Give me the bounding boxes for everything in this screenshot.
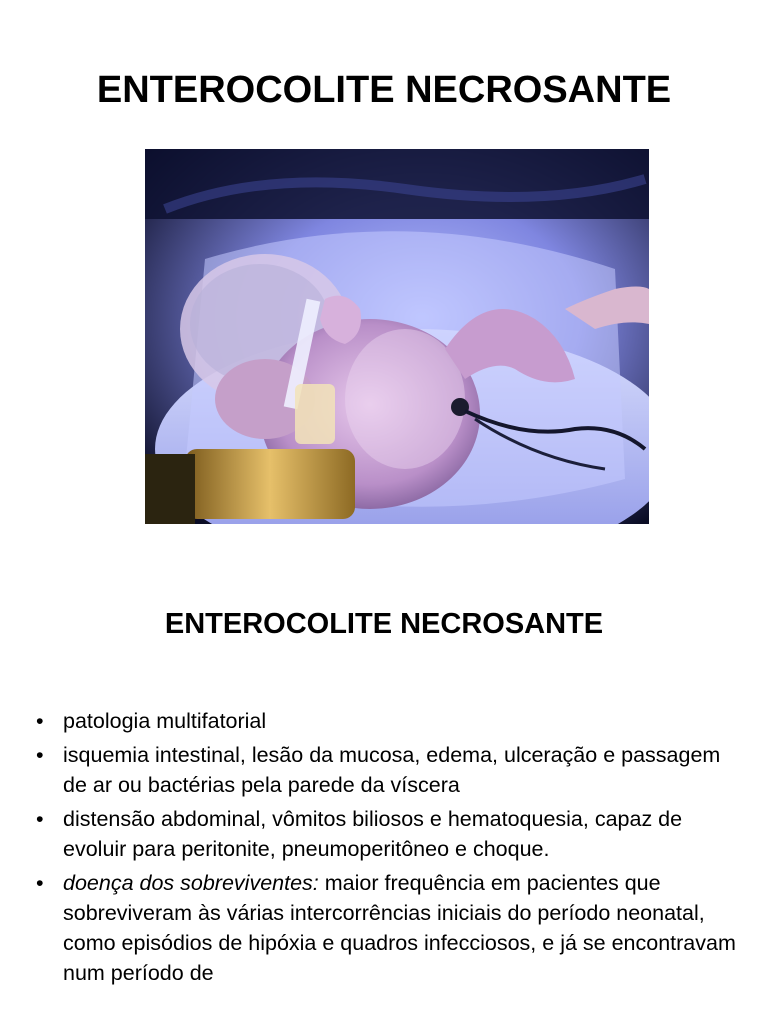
ventilator-connector	[185, 449, 355, 519]
bullet-text: maior frequência em pacientes que sobreviveram às várias intercorrências iniciais do período neonatal, como episódios de hipóxia e quadros infecciosos, e já se encontravam num período de	[63, 871, 736, 985]
bullet-text: distensão abdominal, vômitos biliosos e hematoquesia, capaz de evoluir para peritonite, pneumoperitôneo e choque.	[63, 807, 683, 861]
bullet-icon: •	[36, 709, 44, 733]
bullet-icon: •	[36, 743, 44, 767]
neonate-photo	[145, 149, 649, 524]
neonate-illustration	[145, 149, 649, 524]
bullet-text: patologia multifatorial	[63, 709, 267, 733]
bullet-icon: •	[36, 871, 44, 895]
list-item	[36, 804, 736, 864]
bullet-emphasis: doença dos sobreviventes:	[63, 871, 319, 895]
list-item	[36, 740, 736, 800]
bullet-text: isquemia intestinal, lesão da mucosa, edema, ulceração e passagem de ar ou bactérias pela parede da víscera	[63, 743, 721, 797]
bullet-icon: •	[36, 807, 44, 831]
bullet-list	[36, 706, 736, 992]
slide-title: ENTEROCOLITE NECROSANTE	[96, 69, 672, 111]
list-item	[36, 706, 736, 736]
list-item	[36, 868, 736, 988]
section-title: ENTEROCOLITE NECROSANTE	[164, 608, 604, 640]
